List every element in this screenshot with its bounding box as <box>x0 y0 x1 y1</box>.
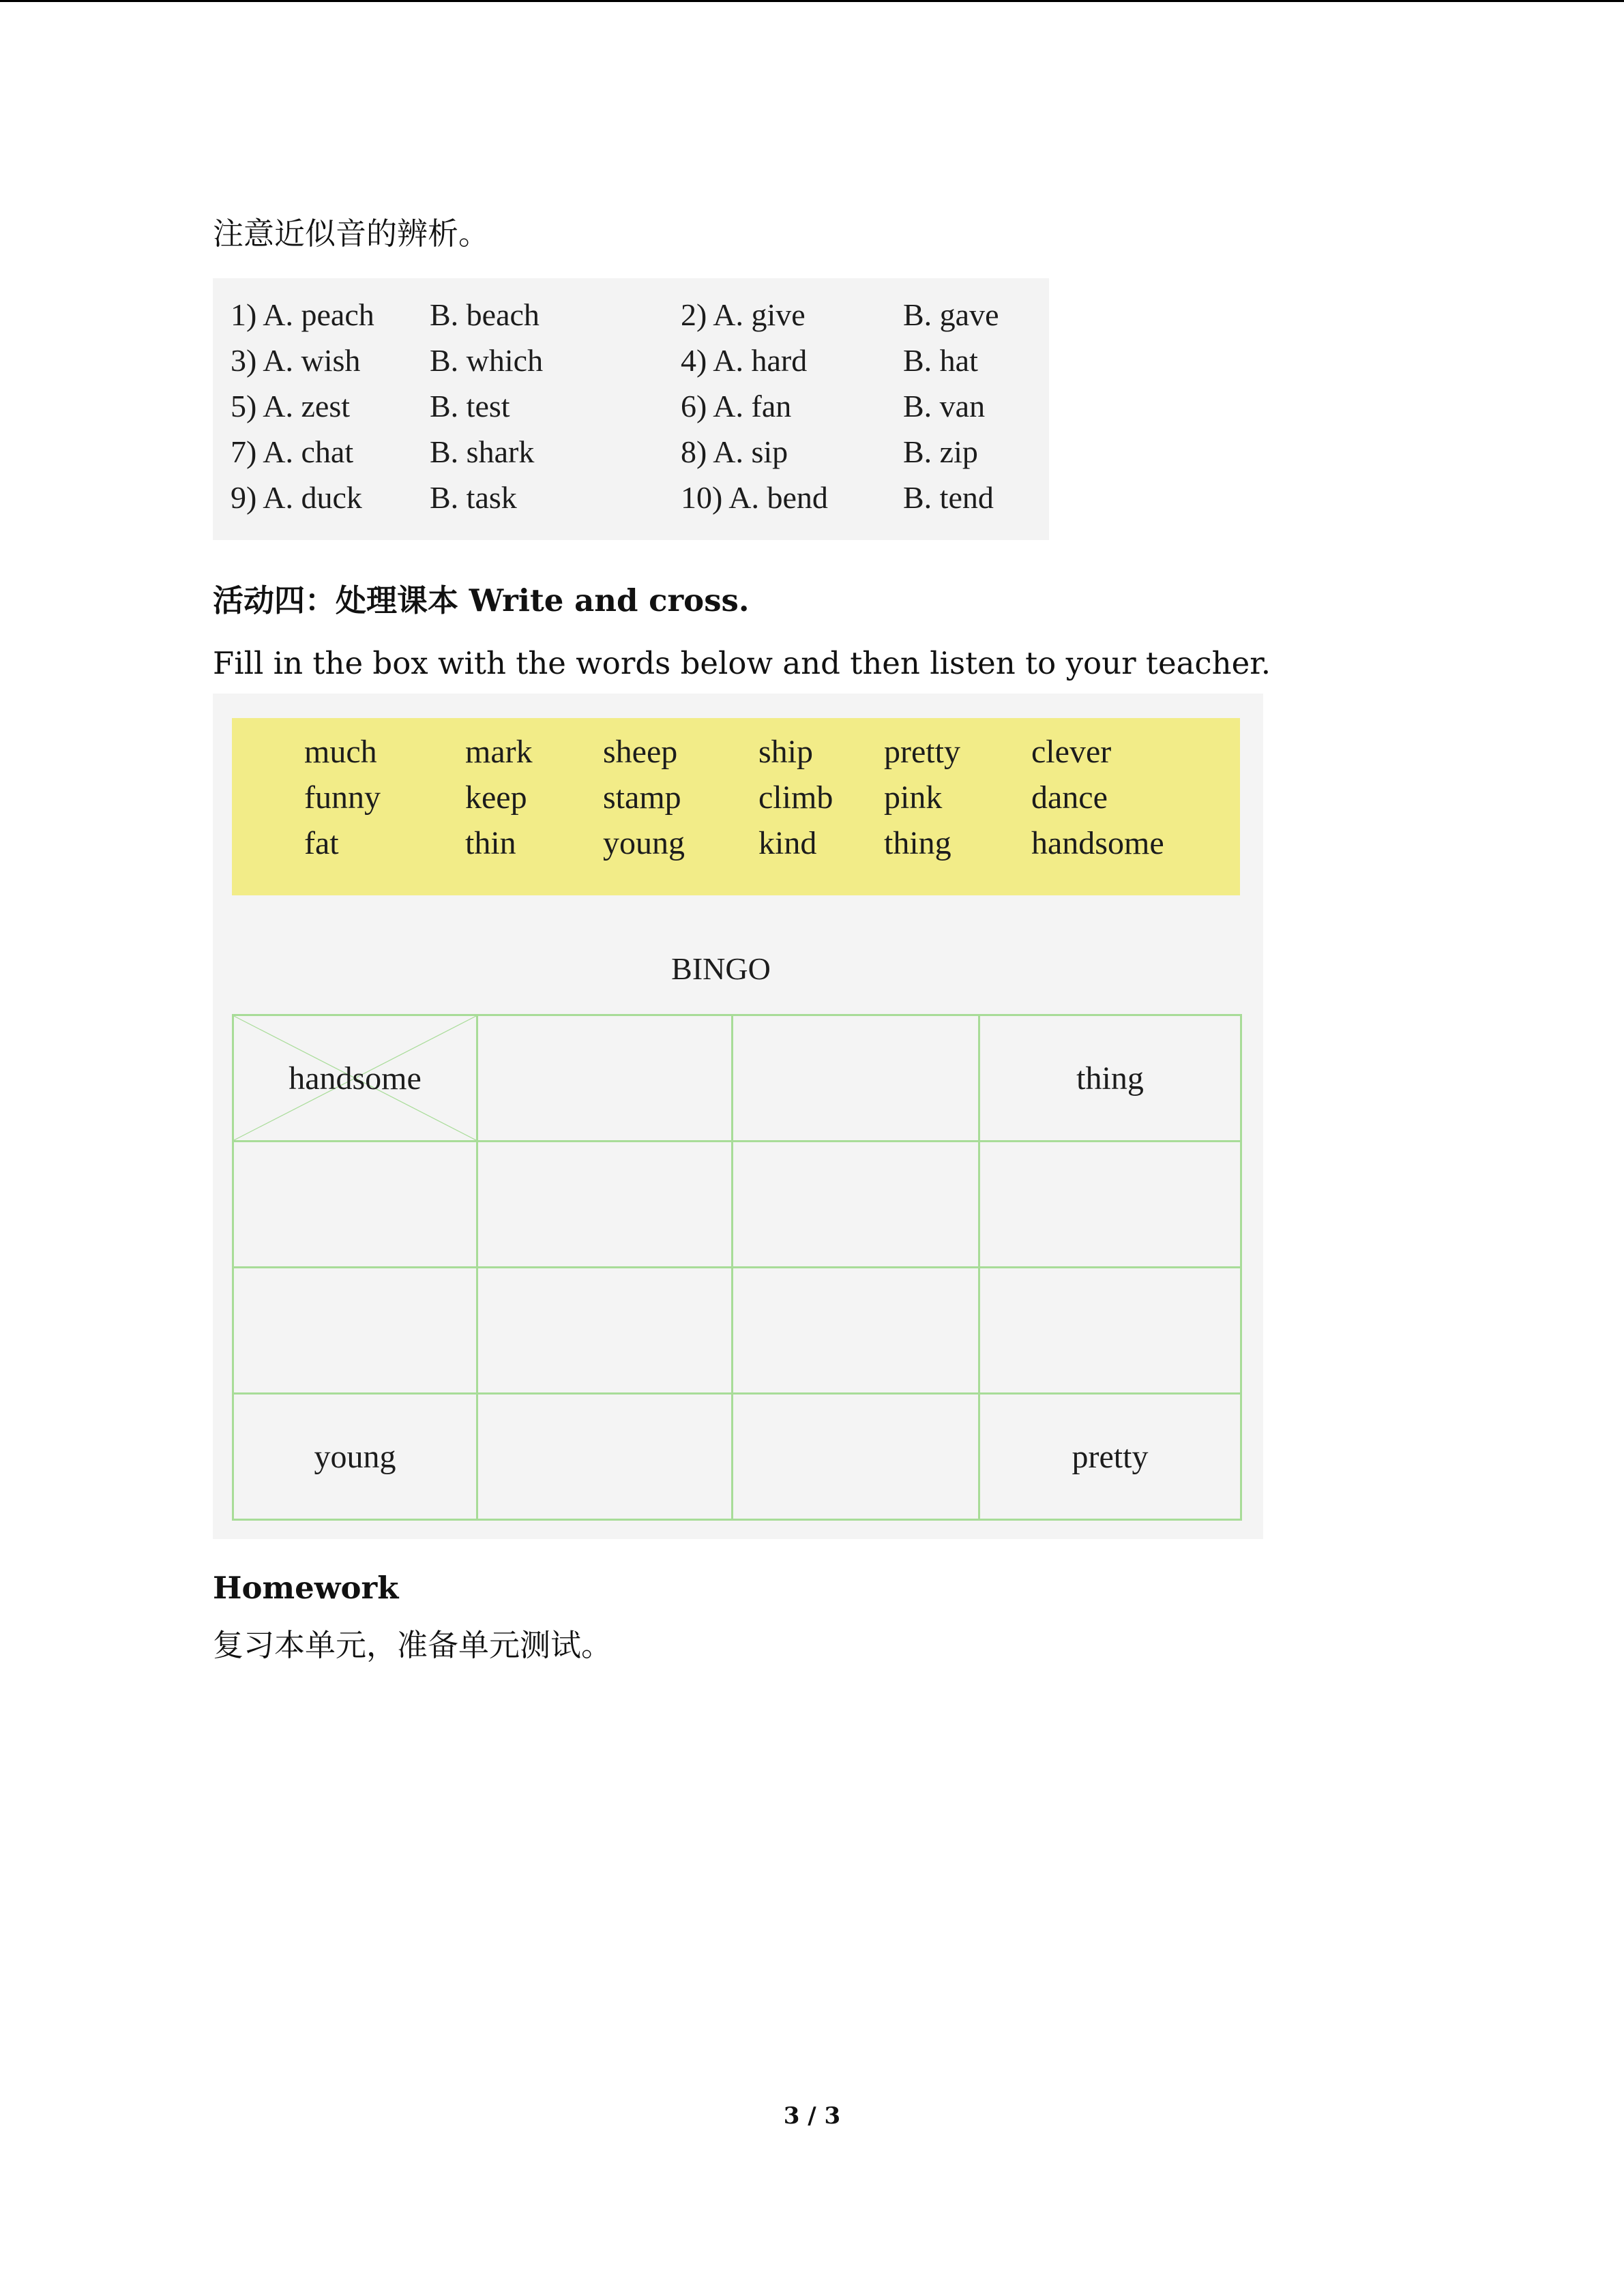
pair-option-a: 3) A. wish <box>231 343 361 378</box>
page-number: 3 / 3 <box>783 2102 841 2130</box>
pair-row <box>213 340 1049 381</box>
bingo-title: BINGO <box>671 951 771 986</box>
pair-option-a: 7) A. chat <box>231 434 354 469</box>
bingo-cell[interactable] <box>733 1394 979 1520</box>
bingo-cell[interactable] <box>233 1268 477 1394</box>
bingo-cell[interactable] <box>979 1268 1241 1394</box>
pair-option-b: B. hat <box>903 343 978 378</box>
bingo-cell[interactable] <box>233 1142 477 1268</box>
word-item: fat <box>304 825 339 861</box>
sound-pairs-exercise <box>213 278 1049 540</box>
bingo-cell[interactable] <box>477 1268 733 1394</box>
word-item: pink <box>884 779 943 816</box>
bingo-cell[interactable]: thing <box>979 1015 1241 1142</box>
activity-heading: 活动四：处理课本 Write and cross. <box>213 582 750 618</box>
word-item: handsome <box>1031 825 1164 861</box>
pair-row <box>213 432 1049 473</box>
pair-option-a: 5) A. zest <box>231 389 351 423</box>
word-item: kind <box>758 825 817 861</box>
pair-option-b: B. shark <box>430 434 535 469</box>
pair-option-b: B. gave <box>903 297 999 332</box>
word-item: stamp <box>603 779 681 816</box>
homework-text: 复习本单元，准备单元测试。 <box>213 1627 612 1663</box>
pair-option-a: 6) A. fan <box>681 389 792 423</box>
bingo-exercise <box>213 694 1263 1539</box>
pair-option-a: 1) A. peach <box>231 297 374 332</box>
word-item: clever <box>1031 734 1112 770</box>
bingo-cell[interactable]: pretty <box>979 1394 1241 1520</box>
word-item: keep <box>465 779 527 816</box>
pair-row <box>213 477 1049 518</box>
bingo-cell[interactable]: young <box>233 1394 477 1520</box>
bingo-row <box>233 1394 1241 1520</box>
bingo-cell[interactable] <box>733 1142 979 1268</box>
word-bank <box>232 718 1240 895</box>
bingo-row <box>233 1142 1241 1268</box>
bingo-cell[interactable] <box>733 1015 979 1142</box>
pair-option-b: B. which <box>430 343 544 378</box>
pair-option-a: 4) A. hard <box>681 343 808 378</box>
bingo-row <box>233 1268 1241 1394</box>
word-item: young <box>603 825 685 861</box>
intro-note: 注意近似音的辨析。 <box>213 215 490 252</box>
pair-option-a: 9) A. duck <box>231 480 362 515</box>
word-item: sheep <box>603 734 678 770</box>
bingo-cell-text: handsome <box>289 1060 422 1097</box>
pair-option-a: 8) A. sip <box>681 434 788 469</box>
bingo-cell-crossed[interactable] <box>233 1015 477 1142</box>
pair-row <box>213 386 1049 427</box>
bingo-row <box>233 1015 1241 1142</box>
word-item: climb <box>758 779 833 816</box>
pair-option-b: B. zip <box>903 434 978 469</box>
pair-option-b: B. test <box>430 389 510 423</box>
pair-option-a: 10) A. bend <box>681 480 828 515</box>
bingo-cell[interactable] <box>477 1142 733 1268</box>
word-item: thing <box>884 825 951 861</box>
pair-row <box>213 295 1049 336</box>
word-item: dance <box>1031 779 1108 816</box>
pair-option-b: B. beach <box>430 297 540 332</box>
word-item: much <box>304 734 377 770</box>
bingo-cell[interactable] <box>979 1142 1241 1268</box>
pair-option-b: B. task <box>430 480 517 515</box>
word-item: mark <box>465 734 533 770</box>
word-item: funny <box>304 779 381 816</box>
word-item: thin <box>465 825 516 861</box>
bingo-grid <box>232 1014 1242 1521</box>
pair-option-b: B. tend <box>903 480 994 515</box>
bingo-cell[interactable] <box>477 1394 733 1520</box>
word-item: ship <box>758 734 814 770</box>
pair-option-a: 2) A. give <box>681 297 806 332</box>
word-item: pretty <box>884 734 960 770</box>
bingo-cell[interactable] <box>477 1015 733 1142</box>
pair-option-b: B. van <box>903 389 986 423</box>
instruction-text: Fill in the box with the words below and then listen to your teacher. <box>213 645 1271 681</box>
homework-heading: Homework <box>213 1570 399 1606</box>
bingo-cell[interactable] <box>733 1268 979 1394</box>
